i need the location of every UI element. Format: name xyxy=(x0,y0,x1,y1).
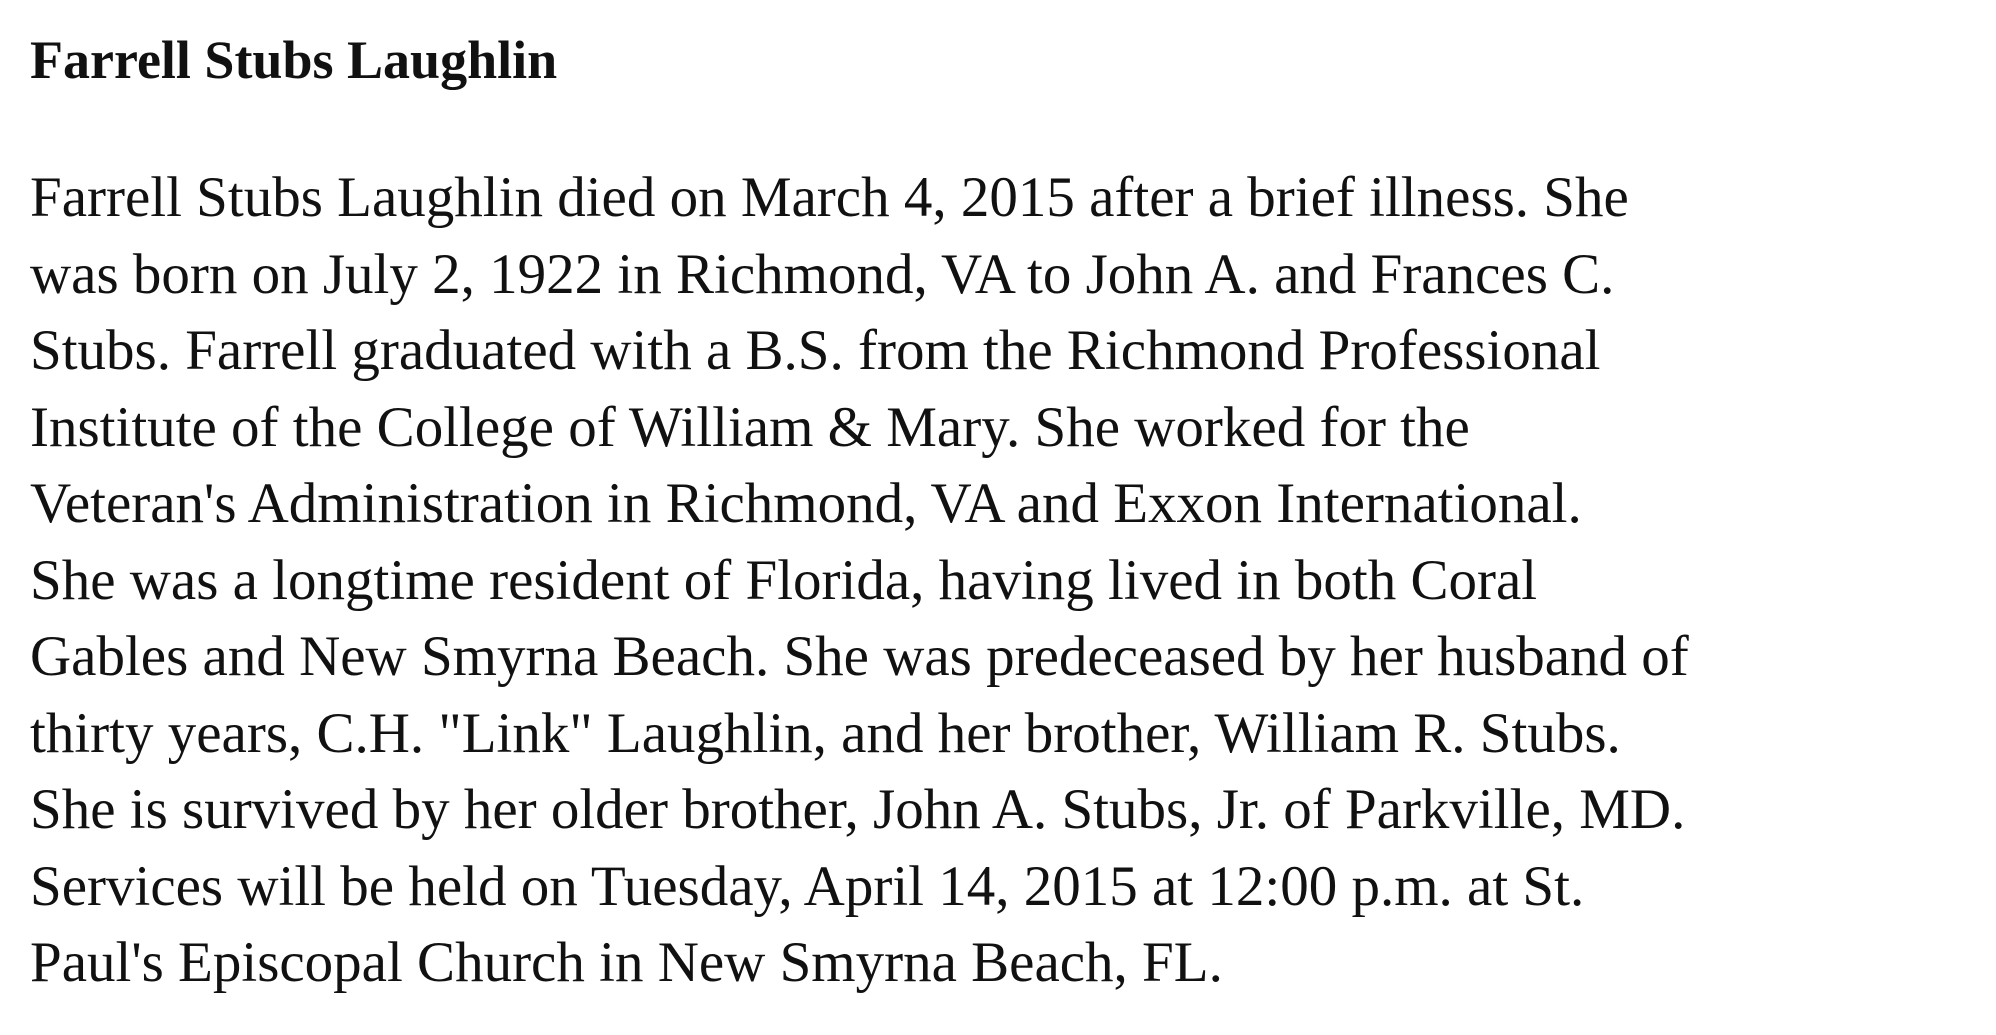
obituary-body xyxy=(30,160,1980,1002)
body-line: was born on July 2, 1922 in Richmond, VA to John A. and Frances C. xyxy=(30,242,1615,306)
body-line: Farrell Stubs Laughlin died on March 4, 2015 after a brief illness. She xyxy=(30,166,1629,229)
body-line: Institute of the College of William & Mary. She worked for the xyxy=(30,395,1470,459)
body-line: She was a longtime resident of Florida, having lived in both Coral xyxy=(30,548,1538,612)
body-line: Gables and New Smyrna Beach. She was predeceased by her husband of xyxy=(30,625,1689,688)
body-line: Paul's Episcopal Church in New Smyrna Beach, FL. xyxy=(30,931,1223,994)
body-line: Services will be held on Tuesday, April 14, 2015 at 12:00 p.m. at St. xyxy=(30,854,1585,918)
body-line: Stubs. Farrell graduated with a B.S. from the Richmond Professional xyxy=(30,319,1601,382)
obituary-title: Farrell Stubs Laughlin xyxy=(30,30,558,90)
body-line: thirty years, C.H. "Link" Laughlin, and her brother, William R. Stubs. xyxy=(30,701,1621,765)
body-line: She is survived by her older brother, John A. Stubs, Jr. of Parkville, MD. xyxy=(30,778,1686,841)
body-line: Veteran's Administration in Richmond, VA and Exxon International. xyxy=(30,472,1582,535)
